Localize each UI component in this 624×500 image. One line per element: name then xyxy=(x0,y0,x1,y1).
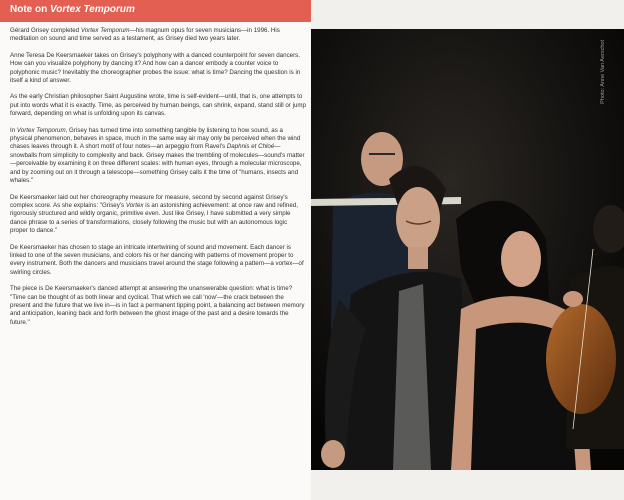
paragraph-text: Gérard Grisey completed xyxy=(10,27,81,34)
italic-text: Vortex xyxy=(125,201,144,209)
italic-text: Vortex Temporum xyxy=(80,27,130,34)
paragraph-text: —snowballs from simplicity to complexity and back. Grisey makes the trembling of molecules—sound's matter—perceivable by examining it on three different scales: with human eyes, through a molecular microscope, and by zooming out on it through a telescope—something Grisey calls it the time of "humans, insects and whales." xyxy=(10,143,305,185)
body-paragraph xyxy=(10,127,306,186)
paragraph-text: In xyxy=(10,126,17,134)
photo-credit: Photo: Anne Van Aerschot xyxy=(600,40,606,104)
paragraph-text: , Grisey has turned time into something tangible by listening to how sound, as a physical phenomenon, behaves in space, much in the same way air may only be perceived when the wind chases leaves through it. A short motif of four notes—an arpeggio from Ravel's xyxy=(10,126,301,151)
italic-text: Vortex Temporum xyxy=(16,126,66,134)
body-paragraph xyxy=(10,27,306,44)
body-paragraph xyxy=(10,52,306,86)
paragraph-text: As the early Christian philosopher Saint Augustine wrote, time is self-evident—until, that is, one attempts to put into words what it is exactly. Time, as perceived by human beings, can shrink, expand, stand still or jump forward, depending on what is unfolding upon its canvas. xyxy=(10,93,306,118)
right-page xyxy=(311,0,624,500)
body-paragraph xyxy=(10,194,306,236)
section-title-prefix: Note on xyxy=(10,4,50,15)
performance-photo xyxy=(311,29,624,470)
article-body xyxy=(10,27,306,335)
section-title xyxy=(10,4,135,15)
paragraph-text: —his magnum opus for seven musicians—in 1996. His meditation on sound and time served as a testament, as Grisey died two years later. xyxy=(10,27,280,43)
body-paragraph xyxy=(10,244,306,278)
section-title-italic: Vortex Temporum xyxy=(50,4,135,15)
paragraph-text: De Keersmaeker laid out her choreography measure for measure, second by second against Grisey's complex score. As she explains: "Grisey's xyxy=(10,193,288,209)
body-paragraph xyxy=(10,93,306,118)
italic-text: Daphnis et Chloé xyxy=(226,143,275,151)
performance-photo-illustration xyxy=(311,29,624,470)
paragraph-text: De Keersmaeker has chosen to stage an intricate intertwining of sound and movement. Each dancer is linked to one of the seven musicians, and colors his or her dancing with patterns of movement proper to every instrument. Both the dancers and musicians travel around the stage following a pattern—a vortex—of swirling circles. xyxy=(10,243,304,276)
paragraph-text: The piece is De Keersmaeker's danced attempt at answering the unanswerable question: what is time? "Time can be thought of as both linear and cyclical. That which we call 'now'—the crack between the present and the future that we live in—is in fact a permanent tipping point, a balancing act between memory and anticipation, leaning back and forth between the ghost image of the past and a desire towards the future." xyxy=(10,285,305,326)
body-paragraph xyxy=(10,285,306,327)
left-page xyxy=(0,0,311,500)
paragraph-text: Anne Teresa De Keersmaeker takes on Grisey's polyphony with a danced counterpoint for seven dancers. How can you visualize polyphony by dancing it? And how can a dancer embody a counter voice to polyphonic music? Inevitably the choreographer probes the issue: what is time? Dancing the question is in itself a kind of answer. xyxy=(10,51,301,85)
section-header-bar xyxy=(0,0,311,22)
paragraph-text: is an astonishing achievement: at once raw and refined, rigorously structured and wildly organic, primitive even. Just like Grisey, I have submitted a very simple dance phrase to a series of transformations, closely following the music but with an autonomous logic proper to dance." xyxy=(10,201,298,235)
